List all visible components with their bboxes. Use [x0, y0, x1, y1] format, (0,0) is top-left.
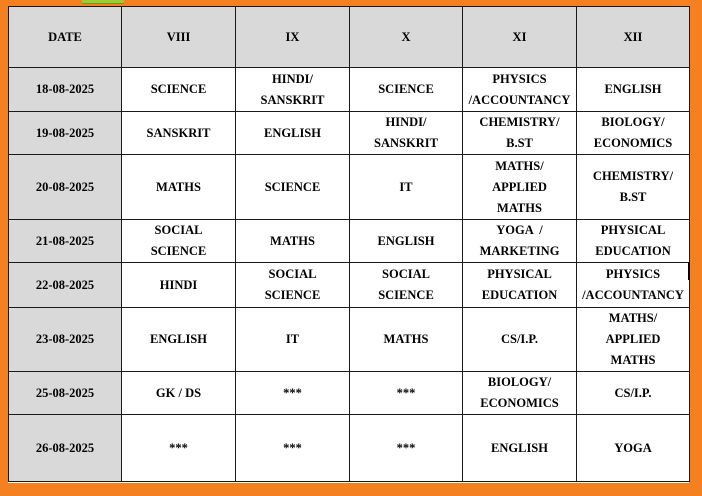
subject-text: YOGA: [614, 440, 652, 455]
subject-text: SCIENCE: [378, 82, 434, 96]
subject-text: MATHS: [497, 200, 542, 215]
subject-cell-ix: [236, 155, 350, 220]
subject-text: EDUCATION: [481, 288, 558, 302]
subject-cell-xii: [577, 68, 690, 112]
subject-text: B.ST: [619, 190, 647, 204]
subject-text: PHYSICS: [492, 71, 547, 86]
subject-cell-x: [350, 372, 463, 415]
subject-cell-viii: [122, 68, 236, 112]
table-row: [9, 415, 690, 482]
subject-cell-xi: [463, 68, 577, 112]
exam-date-cell: 22-08-2025: [9, 263, 122, 308]
subject-cell-xi: [463, 112, 577, 155]
exam-date-cell: 21-08-2025: [9, 220, 122, 263]
subject-text: SOCIAL: [268, 267, 317, 281]
subject-cell-xi: [463, 415, 577, 482]
subject-text: SCIENCE: [150, 82, 207, 96]
exam-schedule-table: [8, 6, 690, 482]
subject-text: PHYSICAL: [600, 223, 666, 237]
header-date: DATE: [9, 7, 122, 68]
green-mark: [82, 0, 124, 4]
exam-date-cell: 25-08-2025: [9, 372, 122, 415]
subject-text: ***: [396, 385, 416, 400]
subject-text: PHYSICS: [605, 267, 661, 281]
subject-text: MATHS: [270, 233, 315, 248]
subject-cell-ix: [236, 263, 350, 308]
subject-text: SANSKRIT: [146, 125, 211, 140]
subject-text: CHEMISTRY/: [479, 115, 560, 129]
subject-cell-ix: [236, 415, 350, 482]
subject-cell-viii: [122, 155, 236, 220]
header-class-viii: VIII: [122, 7, 236, 68]
subject-text: ENGLISH: [377, 233, 435, 248]
subject-text: HINDI: [159, 277, 198, 292]
subject-text: /ACCOUNTANCY: [468, 92, 571, 107]
subject-cell-viii: [122, 308, 236, 372]
subject-cell-x: [350, 308, 463, 372]
subject-text: CS/I.P.: [500, 332, 539, 346]
exam-date-cell: 20-08-2025: [9, 155, 122, 220]
subject-cell-x: [350, 415, 463, 482]
exam-date-cell: 19-08-2025: [9, 112, 122, 155]
subject-cell-xii: [577, 308, 690, 372]
subject-text: CS/I.P.: [614, 385, 652, 400]
subject-cell-xii: [577, 155, 690, 220]
subject-cell-ix: [236, 372, 350, 415]
subject-cell-x: [350, 155, 463, 220]
subject-cell-ix: [236, 220, 350, 263]
subject-cell-xii: [577, 415, 690, 482]
subject-cell-ix: [236, 112, 350, 155]
subject-text: ENGLISH: [150, 332, 207, 346]
table-row: [9, 155, 690, 220]
table-row: [9, 263, 690, 308]
subject-text: ***: [283, 440, 302, 455]
subject-text: MATHS: [383, 332, 429, 346]
subject-text: /ACCOUNTANCY: [582, 288, 684, 302]
subject-cell-x: [350, 112, 463, 155]
subject-text: SCIENCE: [378, 288, 434, 302]
subject-text: EDUCATION: [595, 244, 671, 258]
subject-text: ***: [283, 385, 302, 400]
subject-text: BIOLOGY/: [601, 115, 665, 129]
stray-mark: [688, 262, 690, 280]
header-class-xii: XII: [577, 7, 690, 68]
header-row: [9, 7, 690, 68]
table-row: [9, 220, 690, 263]
subject-text: HINDI/: [272, 71, 313, 86]
subject-cell-xi: [463, 372, 577, 415]
subject-cell-ix: [236, 308, 350, 372]
subject-text: ENGLISH: [491, 440, 548, 455]
exam-date-cell: 23-08-2025: [9, 308, 122, 372]
subject-text: IT: [399, 179, 413, 194]
subject-text: SANSKRIT: [260, 92, 325, 107]
subject-cell-xii: [577, 220, 690, 263]
subject-cell-viii: [122, 372, 236, 415]
subject-text: HINDI/: [385, 115, 427, 129]
subject-text: YOGA /: [496, 223, 543, 237]
subject-cell-x: [350, 220, 463, 263]
header-class-x: X: [350, 7, 463, 68]
table-row: [9, 68, 690, 112]
subject-text: PHYSICAL: [487, 267, 552, 281]
subject-text: ECONOMICS: [593, 136, 673, 150]
subject-cell-x: [350, 68, 463, 112]
subject-cell-viii: [122, 415, 236, 482]
subject-text: SOCIAL: [154, 223, 203, 237]
subject-text: SANSKRIT: [374, 136, 438, 150]
subject-text: MATHS/: [495, 158, 544, 173]
subject-text: APPLIED: [492, 179, 547, 194]
subject-text: MATHS: [156, 179, 201, 194]
subject-text: BIOLOGY/: [487, 375, 552, 389]
subject-text: SCIENCE: [150, 244, 207, 258]
subject-text: MATHS/: [608, 311, 658, 325]
subject-text: ***: [169, 440, 188, 455]
header-class-xi: XI: [463, 7, 577, 68]
exam-date-cell: 18-08-2025: [9, 68, 122, 112]
subject-cell-x: [350, 263, 463, 308]
subject-text: APPLIED: [605, 332, 661, 346]
subject-text: SOCIAL: [382, 267, 430, 281]
subject-cell-viii: [122, 112, 236, 155]
subject-text: SCIENCE: [264, 288, 321, 302]
subject-text: B.ST: [506, 136, 533, 150]
subject-cell-ix: [236, 68, 350, 112]
table-row: [9, 308, 690, 372]
subject-text: ECONOMICS: [480, 396, 559, 410]
table-row: [9, 112, 690, 155]
subject-cell-xii: [577, 372, 690, 415]
subject-text: MATHS: [610, 353, 656, 367]
subject-text: GK / DS: [155, 385, 202, 400]
subject-text: ***: [396, 440, 416, 455]
subject-cell-viii: [122, 220, 236, 263]
subject-cell-xii: [577, 263, 690, 308]
subject-text: SCIENCE: [264, 179, 321, 194]
subject-cell-xii: [577, 112, 690, 155]
subject-cell-viii: [122, 263, 236, 308]
subject-cell-xi: [463, 220, 577, 263]
table-row: [9, 372, 690, 415]
exam-date-cell: 26-08-2025: [9, 415, 122, 482]
header-class-ix: IX: [236, 7, 350, 68]
subject-text: CHEMISTRY/: [592, 169, 674, 183]
subject-text: ENGLISH: [604, 82, 662, 96]
subject-text: ENGLISH: [264, 125, 321, 140]
subject-cell-xi: [463, 308, 577, 372]
subject-cell-xi: [463, 263, 577, 308]
subject-text: IT: [285, 332, 300, 346]
subject-text: MARKETING: [479, 244, 560, 258]
subject-cell-xi: [463, 155, 577, 220]
